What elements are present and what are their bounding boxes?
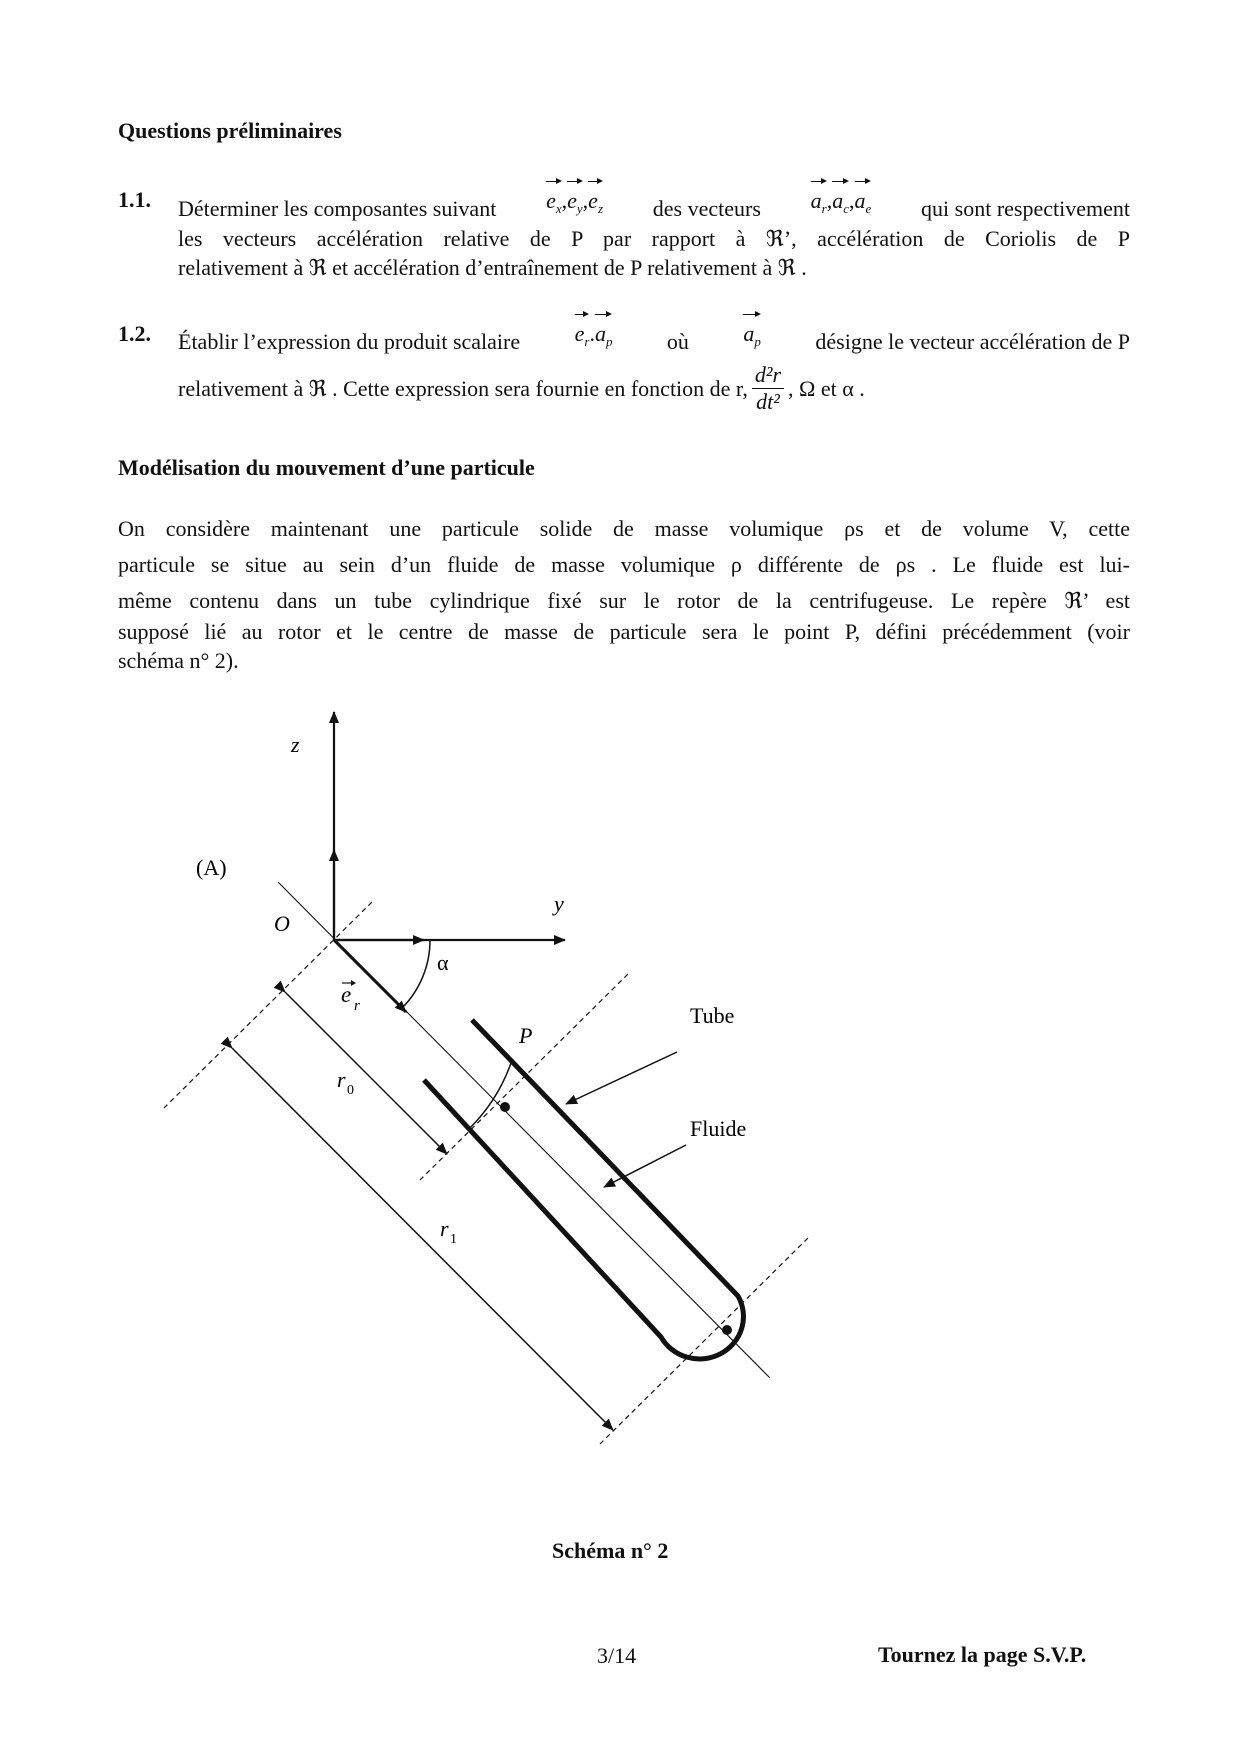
label-r1 xyxy=(440,1216,457,1247)
q12-text-1: Établir l’expression du produit scalaire xyxy=(178,329,521,354)
label-tube: Tube xyxy=(690,1003,735,1028)
label-O: O xyxy=(274,911,290,936)
paragraph-line-1: On considère maintenant une particule solide de masse volumique ρs et de volume V, cette xyxy=(118,516,1130,541)
label-er xyxy=(341,980,360,1014)
q11-text-3: qui sont respectivement xyxy=(921,196,1130,221)
question-1-1-line3: relativement à ℜ et accélération d’entraînement de P relativement à ℜ . xyxy=(178,255,807,280)
alpha-arc xyxy=(402,940,430,1008)
point-P xyxy=(500,1102,510,1112)
q12-text-2: où xyxy=(666,329,689,354)
dashed-guides xyxy=(164,902,808,1444)
turn-page-note: Tournez la page S.V.P. xyxy=(878,1642,1087,1667)
label-P: P xyxy=(519,1023,533,1048)
tube-end-point xyxy=(722,1325,732,1335)
q11-text-2: des vecteurs xyxy=(652,196,761,221)
fluide-pointer-arrow xyxy=(604,1145,686,1187)
label-z: z xyxy=(291,732,300,757)
scalar-product: $e_r.a_p$ xyxy=(575,311,613,357)
paragraph-line-4: supposé lié au rotor et le centre de masse de particule sera le point P, défini précédemment (voir xyxy=(118,619,1130,644)
paragraph-line-3: même contenu dans un tube cylindrique fixé sur le rotor de la centrifugeuse. Le repère ℜ’ est xyxy=(118,588,1130,613)
r0-dimension xyxy=(285,992,447,1154)
svg-text:r: r xyxy=(440,1216,449,1241)
vector-ap: $a_p$ xyxy=(743,311,761,357)
q11-text-1: Déterminer les composantes suivant xyxy=(178,196,497,221)
basis-vectors: $e_x,e_y,e_z$ xyxy=(546,178,603,224)
label-r0 xyxy=(337,1067,354,1098)
paragraph-line-5: schéma n° 2). xyxy=(118,648,239,673)
question-1-1-line2: les vecteurs accélération relative de P par rapport à ℜ’, accélération de Coriolis de P xyxy=(178,226,1130,251)
svg-text:r: r xyxy=(337,1067,346,1092)
fraction-denominator: dt² xyxy=(756,389,780,414)
page-number: 3/14 xyxy=(597,1643,637,1668)
label-A: (A) xyxy=(196,855,227,880)
q12-line2b: , Ω et α . xyxy=(788,375,865,401)
label-y: y xyxy=(554,891,564,916)
section-title-questions: Questions préliminaires xyxy=(118,118,342,143)
svg-text:0: 0 xyxy=(347,1083,354,1098)
label-fluide: Fluide xyxy=(690,1116,747,1141)
figure-caption: Schéma n° 2 xyxy=(552,1538,669,1563)
question-1-2-number: 1.2. xyxy=(118,321,151,346)
section-title-modelisation: Modélisation du mouvement d’une particule xyxy=(118,455,535,480)
question-1-1-number: 1.1. xyxy=(118,187,151,212)
tube-pointer-arrow xyxy=(566,1052,677,1104)
fraction-numerator: d²r xyxy=(752,362,784,389)
q12-text-3: désigne le vecteur accélération de P xyxy=(815,329,1130,354)
svg-text:1: 1 xyxy=(450,1232,457,1247)
svg-text:r: r xyxy=(354,998,360,1014)
q12-line2a: relativement à ℜ . Cette expression sera fournie en fonction de r, xyxy=(178,375,748,401)
acceleration-vectors: $a_r,a_c,a_e$ xyxy=(811,178,872,224)
label-alpha: α xyxy=(437,950,449,975)
svg-text:e: e xyxy=(341,982,352,1007)
paragraph-line-2: particule se situe au sein d’un fluide de masse volumique ρ différente de ρs . Le fluide est lui- xyxy=(118,552,1130,577)
